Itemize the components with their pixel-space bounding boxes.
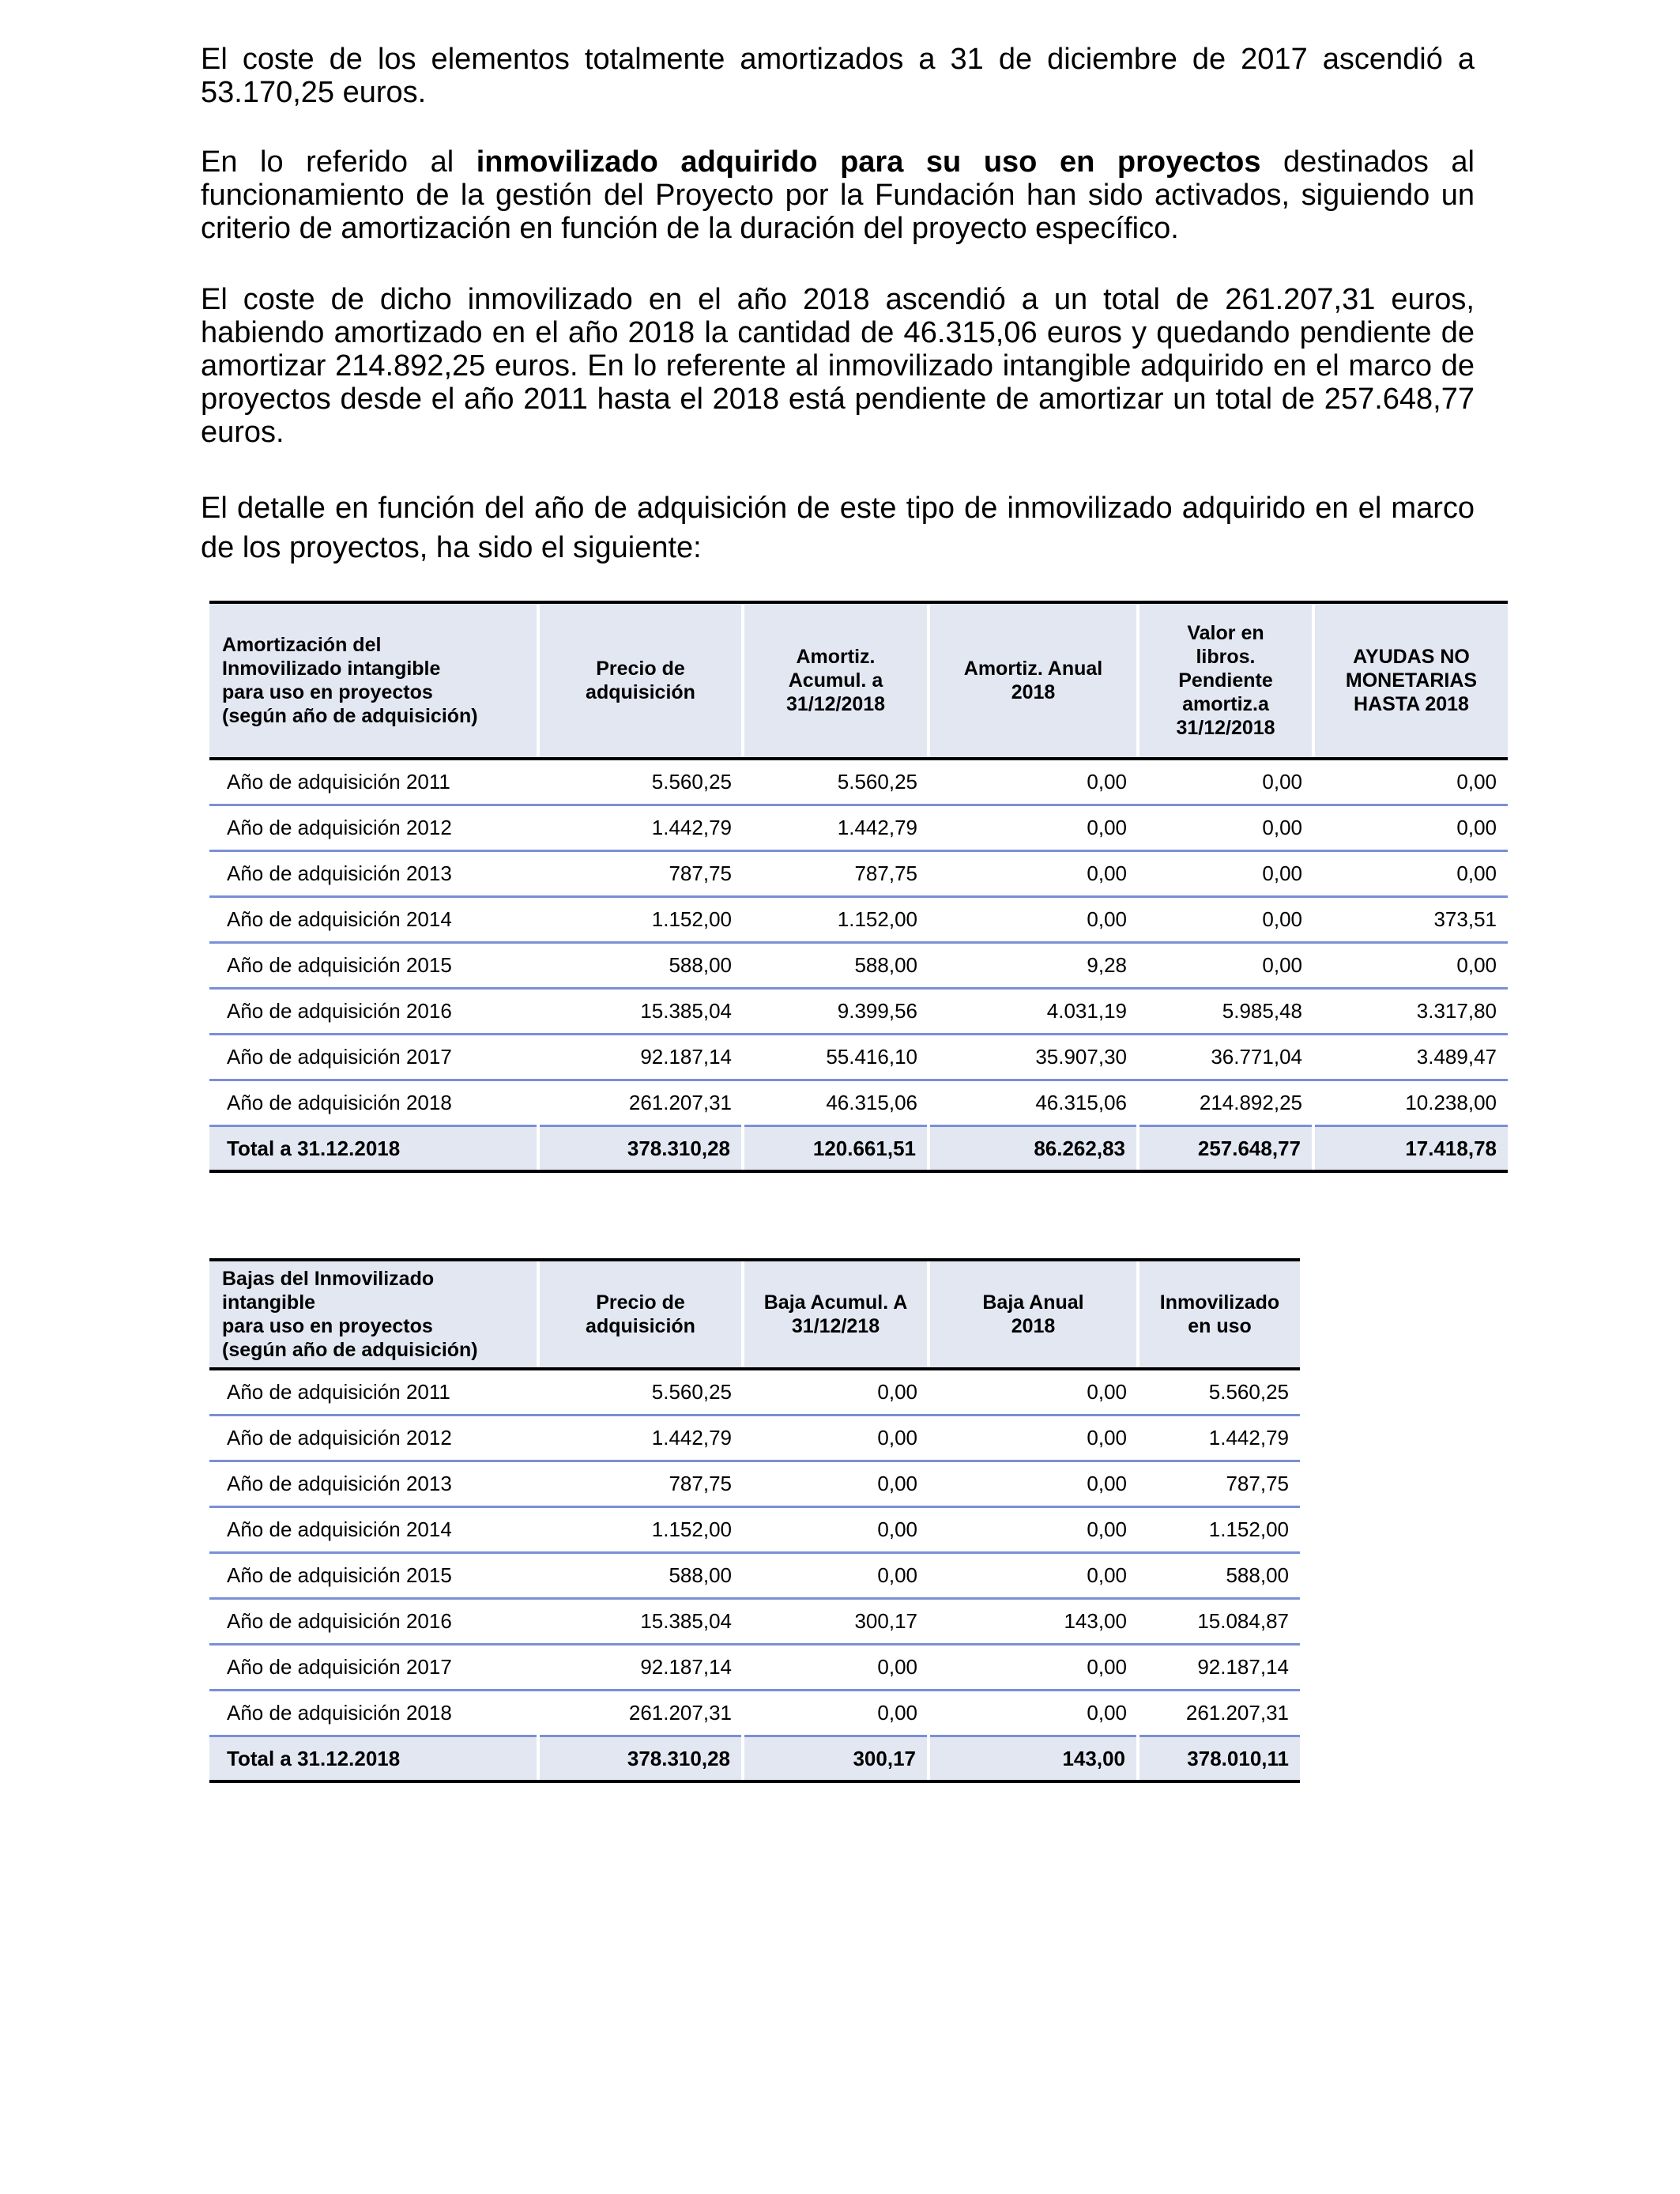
table-cell: 0,00 <box>929 1507 1138 1553</box>
table-cell: 4.031,19 <box>929 989 1138 1035</box>
table-cell: 36.771,04 <box>1138 1035 1313 1080</box>
table-cell: 9,28 <box>929 943 1138 989</box>
table-total-row <box>209 1736 1300 1782</box>
table-cell: 787,75 <box>538 1461 743 1507</box>
table-cell: 0,00 <box>929 805 1138 851</box>
table-header-row <box>209 602 1508 759</box>
table-cell: 0,00 <box>929 1461 1138 1507</box>
table-cell: 55.416,10 <box>743 1035 929 1080</box>
table-cell: 0,00 <box>929 851 1138 897</box>
table-total-row <box>209 1126 1508 1172</box>
table-cell: 5.560,25 <box>538 1369 743 1416</box>
table-cell: 1.442,79 <box>743 805 929 851</box>
table-cell: 0,00 <box>1313 851 1508 897</box>
table-cell: 0,00 <box>743 1691 929 1736</box>
table-cell: 143,00 <box>929 1599 1138 1645</box>
table-cell: 0,00 <box>1313 805 1508 851</box>
row-label: Año de adquisición 2016 <box>209 1599 538 1645</box>
table-cell: 0,00 <box>929 1416 1138 1461</box>
table-cell: 0,00 <box>929 1645 1138 1691</box>
table-cell: 0,00 <box>1138 805 1313 851</box>
column-header: Inmovilizado en uso <box>1138 1260 1300 1369</box>
table-cell: 35.907,30 <box>929 1035 1138 1080</box>
table-row <box>209 897 1508 943</box>
table-cell: 0,00 <box>743 1645 929 1691</box>
row-label: Año de adquisición 2013 <box>209 851 538 897</box>
table-cell: 5.985,48 <box>1138 989 1313 1035</box>
table-cell: 15.084,87 <box>1138 1599 1300 1645</box>
table-cell: 300,17 <box>743 1599 929 1645</box>
table-cell: 5.560,25 <box>743 759 929 805</box>
table-cell: 787,75 <box>743 851 929 897</box>
table-cell: 1.152,00 <box>1138 1507 1300 1553</box>
paragraph-cost-2018: El coste de dicho inmovilizado en el año 2018 ascendió a un total de 261.207,31 euros, habiendo amortizado en el año 2018 la cantidad de 46.315,06 euros y quedando pendiente de amortizar 214.892,25 euros. En lo referente al inmovilizado intangible adquirido en el marco de proyectos desde el año 2011 hasta el 2018 está pendiente de amortizar un total de 257.648,77 euros. <box>201 283 1475 449</box>
bold-term: inmovilizado adquirido para su uso en proyectos <box>476 145 1261 179</box>
total-cell: 86.262,83 <box>929 1126 1138 1172</box>
column-header: Bajas del Inmovilizado intangible para uso en proyectos (según año de adquisición) <box>209 1260 538 1369</box>
total-cell: 17.418,78 <box>1313 1126 1508 1172</box>
total-cell: 378.010,11 <box>1138 1736 1300 1782</box>
table-cell: 0,00 <box>743 1461 929 1507</box>
table-row <box>209 851 1508 897</box>
row-label: Año de adquisición 2012 <box>209 805 538 851</box>
table-cell: 92.187,14 <box>538 1035 743 1080</box>
table-row <box>209 1553 1300 1599</box>
table-cell: 1.442,79 <box>538 1416 743 1461</box>
column-header: Baja Acumul. A 31/12/218 <box>743 1260 929 1369</box>
table-row <box>209 759 1508 805</box>
row-label: Año de adquisición 2017 <box>209 1035 538 1080</box>
table-cell: 588,00 <box>1138 1553 1300 1599</box>
total-cell: 120.661,51 <box>743 1126 929 1172</box>
table-row <box>209 1035 1508 1080</box>
row-label: Año de adquisición 2015 <box>209 1553 538 1599</box>
paragraph-detail-intro: El detalle en función del año de adquisición de este tipo de inmovilizado adquirido en el marco de los proyectos, ha sido el siguiente: <box>201 492 1475 564</box>
paragraph-text: destinados al funcionamiento de la gestión del Proyecto por la Fundación han sido activados, siguiendo un criterio de amortización en función de la duración del proyecto específico. <box>201 145 1475 245</box>
table-cell: 0,00 <box>929 1691 1138 1736</box>
paragraph-project-fixed-assets <box>201 145 1475 245</box>
table-cell: 787,75 <box>1138 1461 1300 1507</box>
table-cell: 1.442,79 <box>538 805 743 851</box>
table-cell: 10.238,00 <box>1313 1080 1508 1126</box>
table-cell: 5.560,25 <box>538 759 743 805</box>
table-cell: 1.152,00 <box>538 897 743 943</box>
table-cell: 15.385,04 <box>538 1599 743 1645</box>
table-row <box>209 805 1508 851</box>
table-cell: 787,75 <box>538 851 743 897</box>
table-row <box>209 1507 1300 1553</box>
table-cell: 0,00 <box>1138 943 1313 989</box>
total-cell: 257.648,77 <box>1138 1126 1313 1172</box>
table-cell: 588,00 <box>538 943 743 989</box>
column-header: AYUDAS NO MONETARIAS HASTA 2018 <box>1313 602 1508 759</box>
table-row <box>209 1645 1300 1691</box>
table-cell: 0,00 <box>1138 897 1313 943</box>
table-row <box>209 943 1508 989</box>
total-label: Total a 31.12.2018 <box>209 1736 538 1782</box>
row-label: Año de adquisición 2014 <box>209 1507 538 1553</box>
paragraph-text: En lo referido al <box>201 145 477 179</box>
column-header: Precio de adquisición <box>538 602 743 759</box>
row-label: Año de adquisición 2015 <box>209 943 538 989</box>
row-label: Año de adquisición 2018 <box>209 1080 538 1126</box>
table-cell: 588,00 <box>538 1553 743 1599</box>
table-cell: 0,00 <box>743 1553 929 1599</box>
table-row <box>209 1691 1300 1736</box>
table-cell: 261.207,31 <box>538 1080 743 1126</box>
table-cell: 1.442,79 <box>1138 1416 1300 1461</box>
total-cell: 378.310,28 <box>538 1736 743 1782</box>
table-cell: 92.187,14 <box>538 1645 743 1691</box>
table-cell: 5.560,25 <box>1138 1369 1300 1416</box>
table-cell: 9.399,56 <box>743 989 929 1035</box>
table-cell: 0,00 <box>743 1369 929 1416</box>
table-row <box>209 989 1508 1035</box>
table-row <box>209 1369 1300 1416</box>
table-cell: 46.315,06 <box>743 1080 929 1126</box>
row-label: Año de adquisición 2016 <box>209 989 538 1035</box>
table-cell: 0,00 <box>1138 759 1313 805</box>
table-cell: 214.892,25 <box>1138 1080 1313 1126</box>
row-label: Año de adquisición 2012 <box>209 1416 538 1461</box>
total-cell: 143,00 <box>929 1736 1138 1782</box>
table-cell: 0,00 <box>743 1507 929 1553</box>
table-cell: 261.207,31 <box>538 1691 743 1736</box>
paragraph-fully-amortized-cost: El coste de los elementos totalmente amortizados a 31 de diciembre de 2017 ascendió a 53.170,25 euros. <box>201 43 1475 109</box>
row-label: Año de adquisición 2013 <box>209 1461 538 1507</box>
table-cell: 0,00 <box>1313 759 1508 805</box>
table-cell: 1.152,00 <box>538 1507 743 1553</box>
table-cell: 0,00 <box>929 759 1138 805</box>
table-cell: 3.317,80 <box>1313 989 1508 1035</box>
table-cell: 0,00 <box>929 1553 1138 1599</box>
table-row <box>209 1599 1300 1645</box>
table-cell: 3.489,47 <box>1313 1035 1508 1080</box>
table-row <box>209 1080 1508 1126</box>
table-cell: 0,00 <box>1138 851 1313 897</box>
table-cell: 0,00 <box>743 1416 929 1461</box>
table-cell: 46.315,06 <box>929 1080 1138 1126</box>
column-header: Amortiz. Anual 2018 <box>929 602 1138 759</box>
column-header: Valor en libros. Pendiente amortiz.a 31/12/2018 <box>1138 602 1313 759</box>
table-cell: 15.385,04 <box>538 989 743 1035</box>
table-row <box>209 1416 1300 1461</box>
table-cell: 0,00 <box>929 897 1138 943</box>
column-header: Baja Anual 2018 <box>929 1260 1138 1369</box>
column-header: Precio de adquisición <box>538 1260 743 1369</box>
table-cell: 0,00 <box>1313 943 1508 989</box>
total-cell: 300,17 <box>743 1736 929 1782</box>
table-cell: 92.187,14 <box>1138 1645 1300 1691</box>
column-header: Amortiz. Acumul. a 31/12/2018 <box>743 602 929 759</box>
table-row <box>209 1461 1300 1507</box>
table-header-row <box>209 1260 1300 1369</box>
row-label: Año de adquisición 2018 <box>209 1691 538 1736</box>
table-cell: 588,00 <box>743 943 929 989</box>
table-cell: 373,51 <box>1313 897 1508 943</box>
total-cell: 378.310,28 <box>538 1126 743 1172</box>
row-label: Año de adquisición 2011 <box>209 1369 538 1416</box>
table-cell: 0,00 <box>929 1369 1138 1416</box>
table-cell: 261.207,31 <box>1138 1691 1300 1736</box>
row-label: Año de adquisición 2011 <box>209 759 538 805</box>
table-cell: 1.152,00 <box>743 897 929 943</box>
row-label: Año de adquisición 2014 <box>209 897 538 943</box>
column-header: Amortización del Inmovilizado intangible para uso en proyectos (según año de adquisición) <box>209 602 538 759</box>
total-label: Total a 31.12.2018 <box>209 1126 538 1172</box>
row-label: Año de adquisición 2017 <box>209 1645 538 1691</box>
amortization-table <box>209 601 1508 1173</box>
disposals-table <box>209 1258 1300 1783</box>
